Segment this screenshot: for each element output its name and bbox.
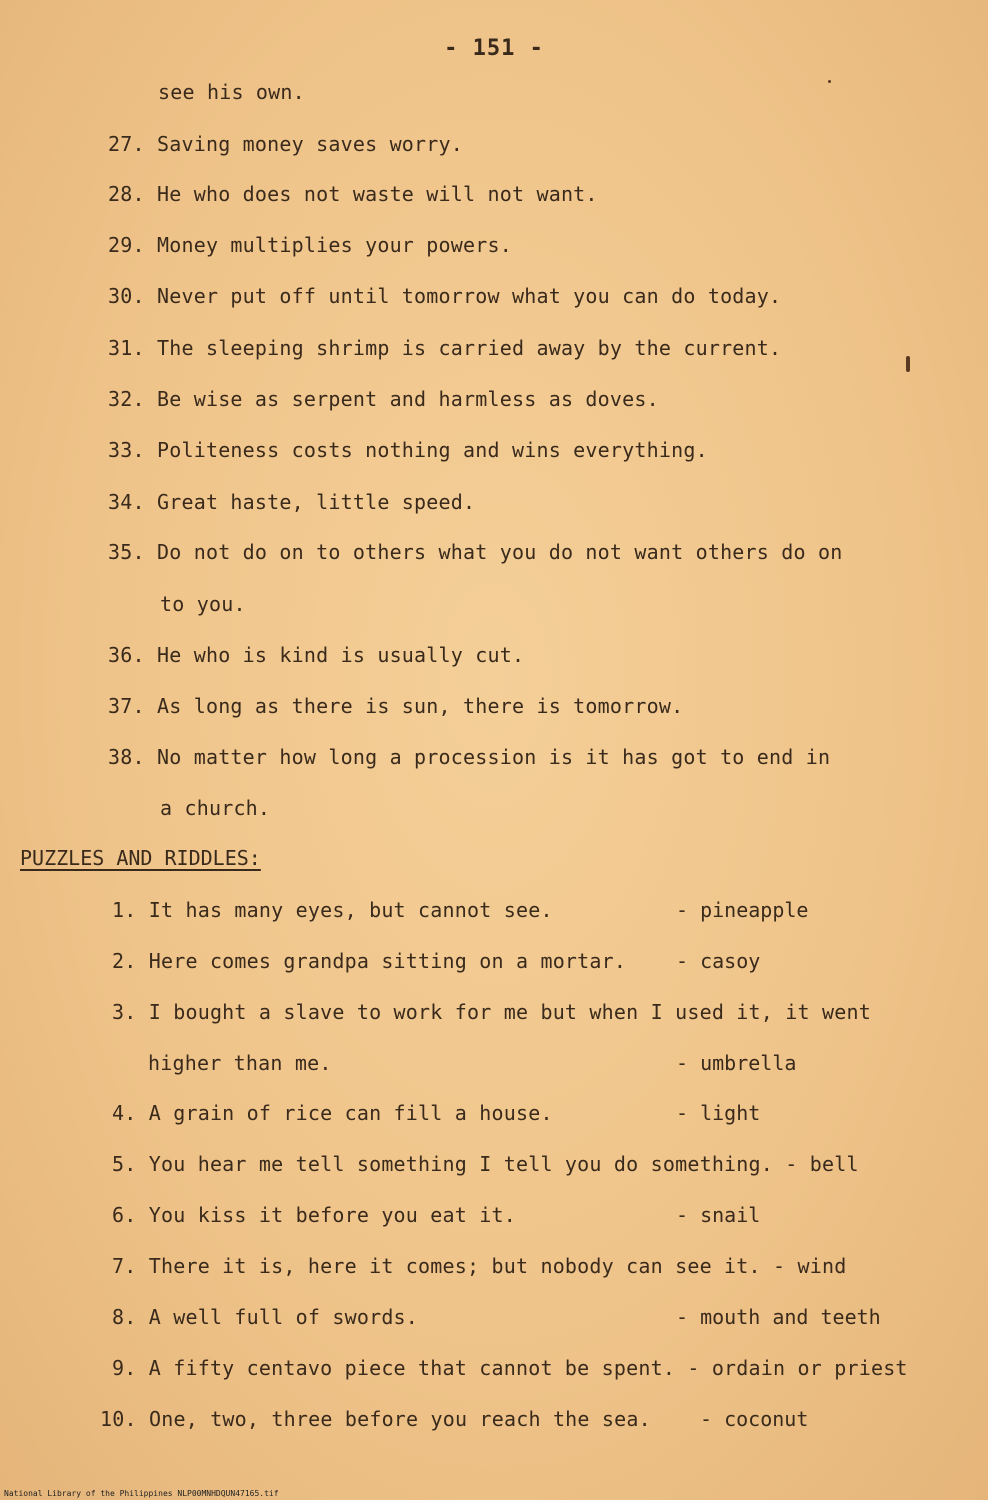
item-number: 27. bbox=[108, 132, 145, 156]
riddle-text: I bought a slave to work for me but when I used it, it went bbox=[148, 1000, 871, 1024]
proverb-text: Great haste, little speed. bbox=[156, 490, 476, 514]
proverb-28 bbox=[108, 182, 598, 206]
proverb-37 bbox=[108, 694, 683, 718]
riddle-text: A fifty centavo piece that cannot be spent. - ordain or priest bbox=[148, 1356, 908, 1380]
riddle-text: It has many eyes, but cannot see. bbox=[148, 898, 553, 922]
item-number: 3. bbox=[112, 1000, 137, 1024]
item-number: 1. bbox=[112, 898, 137, 922]
item-number: 31. bbox=[108, 336, 145, 360]
riddle-3 bbox=[112, 1000, 871, 1024]
riddle-8 bbox=[112, 1305, 418, 1329]
archive-footer: National Library of the Philippines NLP00MNHDQUN47165.tif bbox=[4, 1489, 279, 1498]
item-number: 37. bbox=[108, 694, 145, 718]
riddle-text: There it is, here it comes; but nobody can see it. - wind bbox=[148, 1254, 847, 1278]
proverb-text: He who does not waste will not want. bbox=[156, 182, 598, 206]
proverb-38-continuation: a church. bbox=[160, 796, 271, 820]
riddle-3-continuation: higher than me. bbox=[148, 1051, 332, 1075]
continuation-line: see his own. bbox=[158, 80, 305, 104]
proverb-34 bbox=[108, 490, 475, 514]
item-number: 10. bbox=[100, 1407, 137, 1431]
proverb-text: The sleeping shrimp is carried away by the current. bbox=[156, 336, 782, 360]
riddle-2 bbox=[112, 949, 626, 973]
item-number: 38. bbox=[108, 745, 145, 769]
proverb-36 bbox=[108, 643, 524, 667]
riddle-1 bbox=[112, 898, 553, 922]
riddle-10-answer: - coconut bbox=[700, 1407, 809, 1431]
riddle-6 bbox=[112, 1203, 516, 1227]
item-number: 2. bbox=[112, 949, 137, 973]
item-number: 32. bbox=[108, 387, 145, 411]
riddle-text: A well full of swords. bbox=[148, 1305, 419, 1329]
proverb-35 bbox=[108, 540, 842, 564]
proverb-33 bbox=[108, 438, 708, 462]
riddle-text: You kiss it before you eat it. bbox=[148, 1203, 516, 1227]
item-number: 36. bbox=[108, 643, 145, 667]
proverb-29 bbox=[108, 233, 512, 257]
proverb-27 bbox=[108, 132, 463, 156]
item-number: 9. bbox=[112, 1356, 137, 1380]
proverb-text: Do not do on to others what you do not want others do on bbox=[156, 540, 843, 564]
riddle-text: One, two, three before you reach the sea. bbox=[148, 1407, 651, 1431]
item-number: 8. bbox=[112, 1305, 137, 1329]
proverb-text: No matter how long a procession is it has got to end in bbox=[156, 745, 831, 769]
paper-blemish bbox=[906, 356, 910, 372]
proverb-text: Never put off until tomorrow what you can do today. bbox=[156, 284, 782, 308]
proverb-text: As long as there is sun, there is tomorrow. bbox=[156, 694, 684, 718]
item-number: 6. bbox=[112, 1203, 137, 1227]
proverb-31 bbox=[108, 336, 781, 360]
item-number: 29. bbox=[108, 233, 145, 257]
page-number: - 151 - bbox=[444, 36, 544, 61]
item-number: 28. bbox=[108, 182, 145, 206]
riddle-8-answer: - mouth and teeth bbox=[676, 1305, 881, 1329]
item-number: 5. bbox=[112, 1152, 137, 1176]
proverb-text: He who is kind is usually cut. bbox=[156, 643, 525, 667]
proverb-35-continuation: to you. bbox=[160, 592, 246, 616]
proverb-text: Saving money saves worry. bbox=[156, 132, 464, 156]
riddle-9 bbox=[112, 1356, 908, 1380]
riddle-text: You hear me tell something I tell you do something. - bell bbox=[148, 1152, 859, 1176]
item-number: 33. bbox=[108, 438, 145, 462]
riddle-10 bbox=[100, 1407, 651, 1431]
item-number: 30. bbox=[108, 284, 145, 308]
riddle-5 bbox=[112, 1152, 859, 1176]
proverb-32 bbox=[108, 387, 659, 411]
riddles-heading: PUZZLES AND RIDDLES: bbox=[20, 846, 261, 870]
riddle-3-answer: - umbrella bbox=[676, 1051, 797, 1075]
proverb-38 bbox=[108, 745, 830, 769]
riddle-4-answer: - light bbox=[676, 1101, 761, 1125]
item-number: 7. bbox=[112, 1254, 137, 1278]
proverb-text: Politeness costs nothing and wins everything. bbox=[156, 438, 708, 462]
proverb-30 bbox=[108, 284, 781, 308]
item-number: 35. bbox=[108, 540, 145, 564]
proverb-text: Be wise as serpent and harmless as doves. bbox=[156, 387, 659, 411]
proverb-text: Money multiplies your powers. bbox=[156, 233, 512, 257]
riddle-7 bbox=[112, 1254, 846, 1278]
riddle-2-answer: - casoy bbox=[676, 949, 761, 973]
riddle-text: A grain of rice can fill a house. bbox=[148, 1101, 553, 1125]
paper-blemish bbox=[828, 80, 831, 83]
riddle-4 bbox=[112, 1101, 553, 1125]
item-number: 4. bbox=[112, 1101, 137, 1125]
item-number: 34. bbox=[108, 490, 145, 514]
riddle-1-answer: - pineapple bbox=[676, 898, 809, 922]
riddle-text: Here comes grandpa sitting on a mortar. bbox=[148, 949, 627, 973]
riddle-6-answer: - snail bbox=[676, 1203, 761, 1227]
